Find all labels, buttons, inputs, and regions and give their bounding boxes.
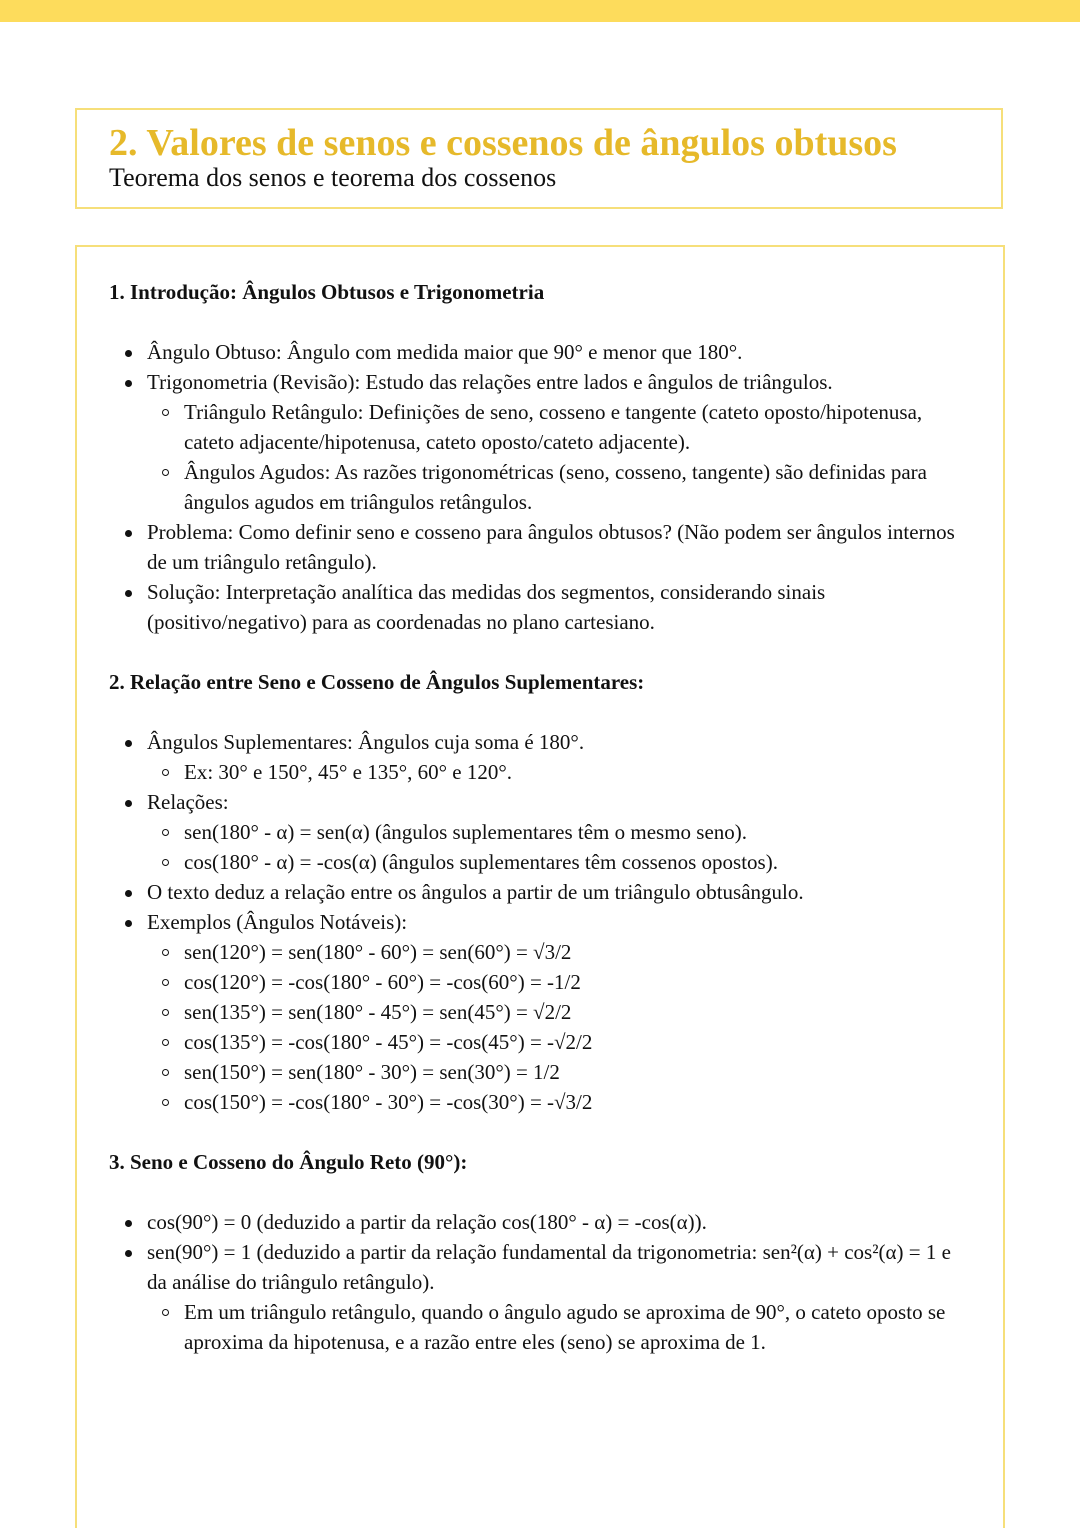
list-item-text: Ex: 30° e 150°, 45° e 135°, 60° e 120°.	[184, 760, 513, 784]
list-item-text: Relações:	[147, 790, 229, 814]
list-item-text: Solução: Interpretação analítica das medidas dos segmentos, considerando sinais (positivo/negativo) para as coordenadas no plano cartesiano.	[147, 580, 826, 634]
section-angulo-reto	[109, 1147, 973, 1357]
sub-list-item	[184, 757, 973, 787]
list-item-text: sen(180° - α) = sen(α) (ângulos suplementares têm o mesmo seno).	[184, 820, 748, 844]
bullet-list	[109, 1207, 973, 1357]
content-box	[75, 245, 1005, 1528]
list-item	[147, 1207, 973, 1237]
list-item	[147, 727, 973, 787]
sub-bullet-list	[147, 1297, 973, 1357]
sub-list-item	[184, 457, 973, 517]
sub-bullet-list	[147, 817, 973, 877]
title-box	[75, 108, 1003, 209]
example-text: sen(120°) = sen(180° - 60°) = sen(60°) = √3/2	[184, 940, 572, 964]
top-accent-bar	[0, 0, 1080, 22]
list-item-text: Em um triângulo retângulo, quando o ângulo agudo se aproxima de 90°, o cateto oposto se aproxima da hipotenusa, e a razão entre eles (seno) se aproxima de 1.	[184, 1300, 946, 1354]
example-item	[184, 1057, 973, 1087]
sub-list-item	[184, 817, 973, 847]
example-item	[184, 1087, 973, 1117]
list-item	[147, 907, 973, 1117]
sub-bullet-list	[147, 757, 973, 787]
list-item	[147, 367, 973, 517]
example-text: cos(150°) = -cos(180° - 30°) = -cos(30°) = -√3/2	[184, 1090, 593, 1114]
section-heading: 2. Relação entre Seno e Cosseno de Ângulos Suplementares:	[109, 670, 645, 694]
list-item	[147, 517, 973, 577]
list-item-text: Exemplos (Ângulos Notáveis):	[147, 910, 408, 934]
bullet-list	[109, 337, 973, 637]
list-item	[147, 577, 973, 637]
examples-list	[147, 937, 973, 1117]
section-angulos-suplementares	[109, 667, 973, 1117]
list-item-text: sen(90°) = 1 (deduzido a partir da relação fundamental da trigonometria: sen²(α) + cos²(α) = 1 e da análise do triângulo retângulo).	[147, 1240, 951, 1294]
bullet-list	[109, 727, 973, 1117]
example-text: sen(135°) = sen(180° - 45°) = sen(45°) = √2/2	[184, 1000, 572, 1024]
list-item-text: O texto deduz a relação entre os ângulos a partir de um triângulo obtusângulo.	[147, 880, 804, 904]
list-item	[147, 877, 973, 907]
section-heading: 3. Seno e Cosseno do Ângulo Reto (90°):	[109, 1150, 468, 1174]
example-text: cos(135°) = -cos(180° - 45°) = -cos(45°) = -√2/2	[184, 1030, 593, 1054]
list-item-text: Problema: Como definir seno e cosseno para ângulos obtusos? (Não podem ser ângulos internos de um triângulo retângulo).	[147, 520, 955, 574]
example-item	[184, 937, 973, 967]
list-item	[147, 1237, 973, 1357]
list-item-text: Ângulos Agudos: As razões trigonométricas (seno, cosseno, tangente) são definidas para ângulos agudos em triângulos retângulos.	[184, 460, 927, 514]
example-text: cos(120°) = -cos(180° - 60°) = -cos(60°) = -1/2	[184, 970, 581, 994]
list-item	[147, 337, 973, 367]
section-heading: 1. Introdução: Ângulos Obtusos e Trigonometria	[109, 280, 545, 304]
example-item	[184, 997, 973, 1027]
sub-bullet-list	[147, 397, 973, 517]
sub-list-item	[184, 1297, 973, 1357]
example-text: sen(150°) = sen(180° - 30°) = sen(30°) = 1/2	[184, 1060, 560, 1084]
sub-list-item	[184, 397, 973, 457]
list-item	[147, 787, 973, 877]
list-item-text: Trigonometria (Revisão): Estudo das relações entre lados e ângulos de triângulos.	[147, 370, 833, 394]
list-item-text: cos(180° - α) = -cos(α) (ângulos suplementares têm cossenos opostos).	[184, 850, 778, 874]
section-introducao	[109, 277, 973, 637]
page-title: 2. Valores de senos e cossenos de ângulos obtusos	[109, 122, 897, 164]
list-item-text: Ângulos Suplementares: Ângulos cuja soma é 180°.	[147, 730, 585, 754]
example-item	[184, 967, 973, 997]
page-subtitle: Teorema dos senos e teorema dos cossenos	[109, 163, 557, 192]
sub-list-item	[184, 847, 973, 877]
list-item-text: cos(90°) = 0 (deduzido a partir da relação cos(180° - α) = -cos(α)).	[147, 1210, 707, 1234]
list-item-text: Ângulo Obtuso: Ângulo com medida maior que 90° e menor que 180°.	[147, 340, 743, 364]
list-item-text: Triângulo Retângulo: Definições de seno, cosseno e tangente (cateto oposto/hipotenusa, cateto adjacente/hipotenusa, cateto oposto/cateto adjacente).	[184, 400, 923, 454]
example-item	[184, 1027, 973, 1057]
